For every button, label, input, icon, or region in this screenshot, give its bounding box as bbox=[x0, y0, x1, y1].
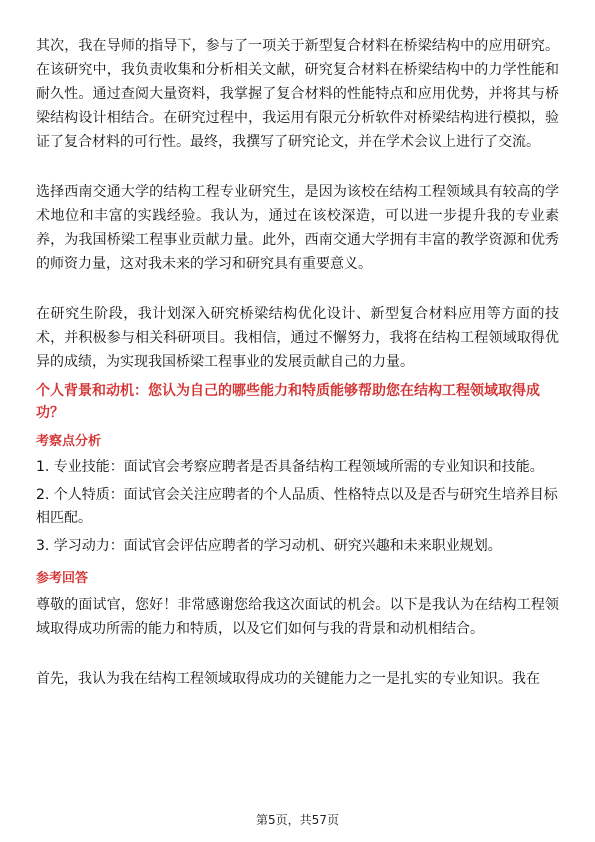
body-paragraph-research: 其次，我在导师的指导下，参与了一项关于新型复合材料在桥梁结构中的应用研究。在该研究中，我负责收集和分析相关文献，研究复合材料在桥梁结构中的力学性能和耐久性。通过查阅大量资料，我掌握了复合材料的性能特点和应用优势，并将其与桥梁结构设计相结合。在研究过程中，我运用有限元分析软件对桥梁结构进行模拟，验证了复合材料的可行性。最终，我撰写了研究论文，并在学术会议上进行了交流。 bbox=[36, 38, 559, 150]
body-paragraph-plan: 在研究生阶段，我计划深入研究桥梁结构优化设计、新型复合材料应用等方面的技术，并积极参与相关科研项目。我相信，通过不懈努力，我将在结构工程领域取得优异的成绩，为实现我国桥梁工程事业的发展贡献自己的力量。 bbox=[36, 306, 559, 370]
reference-paragraph-greeting: 尊敬的面试官，您好！非常感谢您给我这次面试的机会。以下是我认为在结构工程领域取得成功所需的能力和特质，以及它们如何与我的背景和动机相结合。 bbox=[36, 597, 559, 637]
document-page bbox=[36, 34, 559, 691]
reference-heading: 参考回答 bbox=[36, 571, 89, 586]
analysis-item-motivation: 3. 学习动力：面试官会评估应聘者的学习动机、研究兴趣和未来职业规划。 bbox=[36, 538, 502, 554]
analysis-item-skills: 1. 专业技能：面试官会考察应聘者是否具备结构工程领域所需的专业知识和技能。 bbox=[36, 459, 544, 475]
body-paragraph-motivation: 选择西南交通大学的结构工程专业研究生，是因为该校在结构工程领域具有较高的学术地位和丰富的实践经验。我认为，通过在该校深造，可以进一步提升我的专业素养，为我国桥梁工程事业贡献力量。此外，西南交通大学拥有丰富的教学资源和优秀的师资力量，这对我未来的学习和研究具有重要意义。 bbox=[36, 184, 559, 272]
page-number-footer: 第5页，共57页 bbox=[256, 813, 339, 827]
analysis-heading: 考察点分析 bbox=[36, 434, 102, 449]
analysis-item-traits: 2. 个人特质：面试官会关注应聘者的个人品质、性格特点以及是否与研究生培养目标相匹配。 bbox=[36, 487, 558, 526]
interview-question: 个人背景和动机：您认为自己的哪些能力和特质能够帮助您在结构工程领域取得成功？ bbox=[36, 383, 540, 421]
reference-paragraph-first: 首先，我认为我在结构工程领域取得成功的关键能力之一是扎实的专业知识。我在 bbox=[36, 671, 540, 687]
